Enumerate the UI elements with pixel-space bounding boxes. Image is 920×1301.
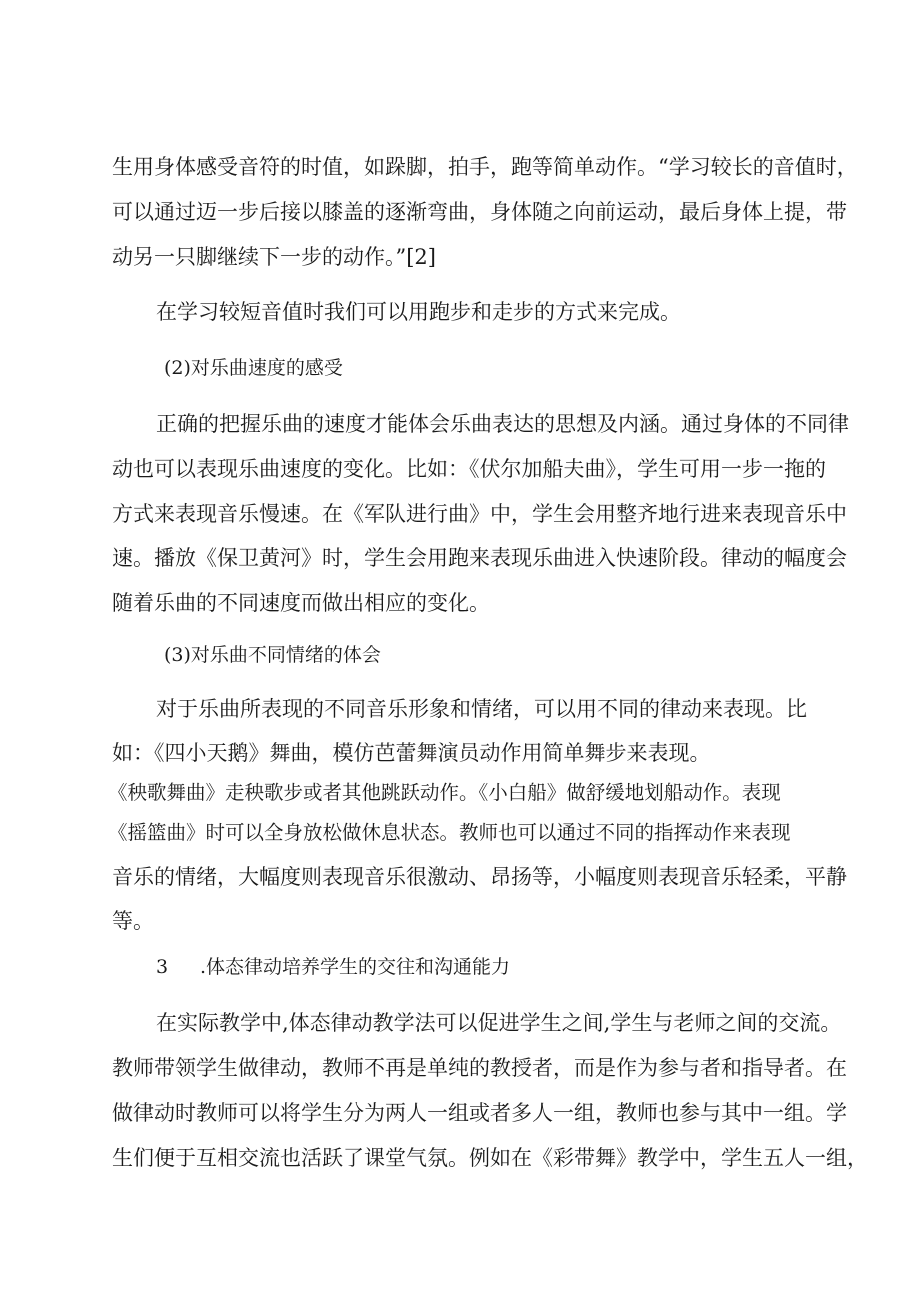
para2-line-1: 在学习较短音值时我们可以用跑步和走步的方式来完成。 <box>156 300 681 324</box>
para4-line-4: 《摇篮曲》时可以全身放松做休息状态。教师也可以通过不同的指挥动作来表现 <box>108 821 791 844</box>
para3-line-1: 正确的把握乐曲的速度才能体会乐曲表达的思想及内涵。通过身体的不同律 <box>156 412 849 436</box>
section-3-heading <box>156 952 510 982</box>
para1-line-3: 动另一只脚继续下一步的动作。”[2] <box>112 245 436 269</box>
para5-line-4: 生们便于互相交流也活跃了课堂气氛。例如在《彩带舞》教学中，学生五人一组， <box>112 1146 868 1170</box>
para1-line-1: 生用身体感受音符的时值，如跺脚，拍手，跑等简单动作。“学习较长的音值时， <box>112 155 858 179</box>
para5-line-3: 做律动时教师可以将学生分为两人一组或者多人一组，教师也参与其中一组。学 <box>112 1101 847 1125</box>
para4-line-5: 音乐的情绪，大幅度则表现音乐很激动、昂扬等，小幅度则表现音乐轻柔，平静 <box>112 865 847 889</box>
para5-line-1: 在实际教学中,体态律动教学法可以促进学生之间,学生与老师之间的交流。 <box>156 1011 842 1035</box>
para3-line-3: 方式来表现音乐慢速。在《军队进行曲》中，学生会用整齐地行进来表现音乐中 <box>112 502 847 526</box>
para4-line-6: 等。 <box>112 909 154 933</box>
para3-line-4: 速。播放《保卫黄河》时，学生会用跑来表现乐曲进入快速阶段。律动的幅度会 <box>112 546 847 570</box>
para4-line-3: 《秧歌舞曲》走秧歌步或者其他跳跃动作。《小白船》做舒缓地划船动作。表现 <box>108 781 781 804</box>
para3-line-5: 随着乐曲的不同速度而做出相应的变化。 <box>112 591 490 615</box>
para5-line-2: 教师带领学生做律动，教师不再是单纯的教授者，而是作为参与者和指导者。在 <box>112 1056 847 1080</box>
para1-line-2: 可以通过迈一步后接以膝盖的逐渐弯曲，身体随之向前运动，最后身体上提，带 <box>112 200 847 224</box>
para4-line-2: 如：《四小天鹅》舞曲，模仿芭蕾舞演员动作用简单舞步来表现。 <box>112 741 711 765</box>
para4-line-1: 对于乐曲所表现的不同音乐形象和情绪，可以用不同的律动来表现。比 <box>156 697 807 721</box>
para3-line-2: 动也可以表现乐曲速度的变化。比如：《伏尔加船夫曲》，学生可用一步一拖的 <box>112 457 826 481</box>
subheading-3: (3)对乐曲不同情绪的体会 <box>164 644 381 666</box>
section-3-title: .体态律动培养学生的交往和沟通能力 <box>200 956 511 978</box>
section-3-number: 3 <box>156 956 169 978</box>
subheading-2: (2)对乐曲速度的感受 <box>164 357 343 379</box>
